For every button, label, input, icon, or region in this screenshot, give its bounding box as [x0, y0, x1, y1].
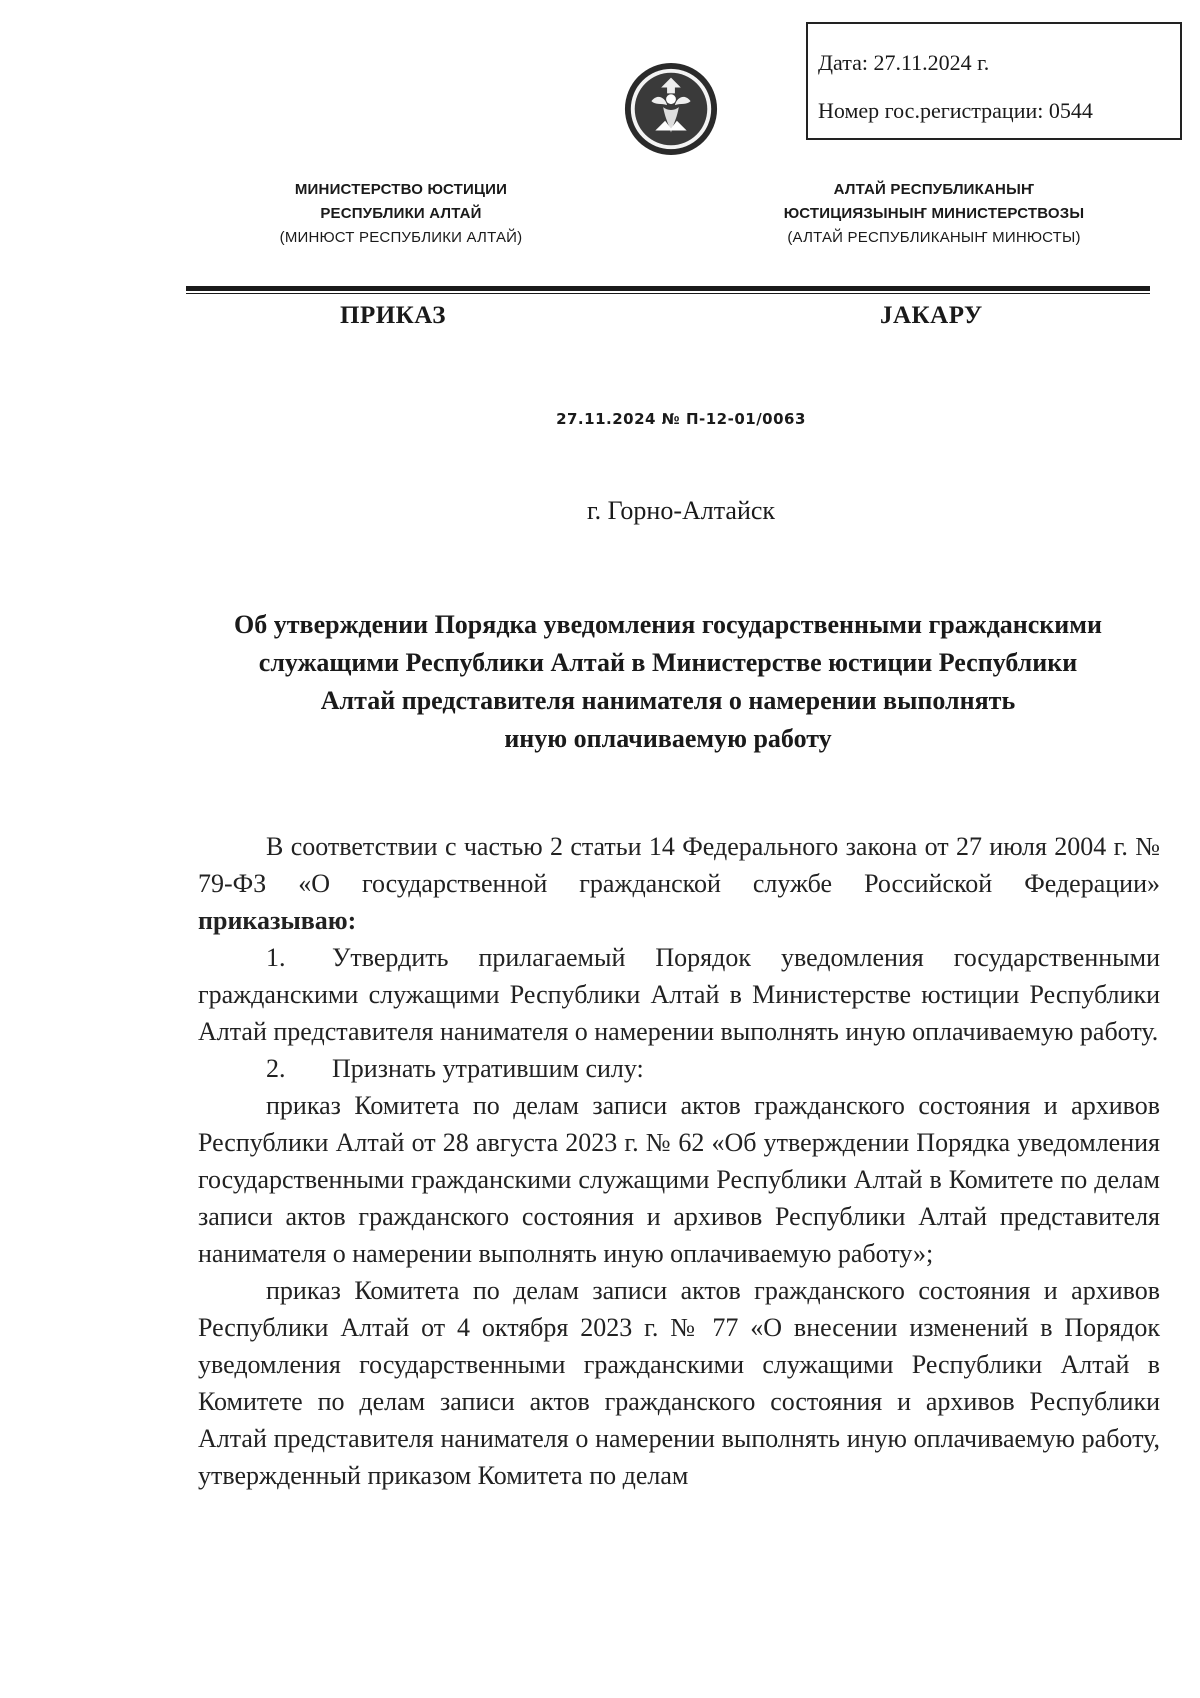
- preamble-text: В соответствии с частью 2 статьи 14 Федерального закона от 27 июля 2004 г. № 79-ФЗ «О государственной гражданской службе Российской Федерации»: [198, 832, 1160, 898]
- preamble-paragraph: [198, 828, 1160, 939]
- item-1-number: 1.: [266, 943, 286, 972]
- title-line3: Алтай представителя нанимателя о намерении выполнять: [320, 686, 1016, 715]
- item-2-text: Признать утратившим силу:: [332, 1054, 644, 1083]
- document-title: [186, 606, 1150, 758]
- header-divider-thick: [186, 286, 1150, 291]
- registration-stamp: [806, 22, 1182, 140]
- title-line2: служащими Республики Алтай в Министерстве юстиции Республики: [258, 648, 1078, 677]
- ministry-alt-line2: ЮСТИЦИЯЗЫНЫҤ МИНИСТЕРСТВОЗЫ: [783, 205, 1085, 222]
- doc-type-russian: ПРИКАЗ: [340, 302, 446, 329]
- item-1: [198, 939, 1160, 1050]
- ministry-name-altai: [734, 178, 1134, 250]
- repealed-order-1: приказ Комитета по делам записи актов гражданского состояния и архивов Республики Алтай от 28 августа 2023 г. № 62 «Об утверждении Порядка уведомления государственными гражданскими служащими Республики Алтай в Комитете по делам записи актов гражданского состояния и архивов Республики Алтай представителя нанимателя о намерении выполнять иную оплачиваемую работу»;: [198, 1091, 1160, 1268]
- ministry-alt-line3: (АЛТАЙ РЕСПУБЛИКАНЫҤ МИНЮСТЫ): [787, 229, 1081, 246]
- order-number: 27.11.2024 № П-12-01/0063: [556, 410, 806, 428]
- registration-number: Номер гос.регистрации: 0544: [818, 98, 1093, 123]
- item-1-text: Утвердить прилагаемый Порядок уведомления государственными гражданскими служащими Республики Алтай в Министерстве юстиции Республики Алтай представителя нанимателя о намерении выполнять иную оплачиваемую работу.: [198, 943, 1160, 1046]
- preamble-order-word: приказываю:: [198, 906, 357, 935]
- ministry-ru-line1: МИНИСТЕРСТВО ЮСТИЦИИ: [294, 181, 508, 198]
- repealed-order-2: приказ Комитета по делам записи актов гражданского состояния и архивов Республики Алтай от 4 октября 2023 г. № 77 «О внесении изменений в Порядок уведомления государственными гражданскими служащими Республики Алтай в Комитете по делам записи актов гражданского состояния и архивов Республики Алтай представителя нанимателя о намерении выполнять иную оплачиваемую работу, утвержденный приказом Комитета по делам: [198, 1276, 1160, 1490]
- title-line1: Об утверждении Порядка уведомления государственными гражданскими: [234, 610, 1102, 639]
- header-divider-thin: [186, 293, 1150, 294]
- altai-coat-of-arms-icon: [622, 60, 720, 158]
- ministry-alt-line1: АЛТАЙ РЕСПУБЛИКАНЫҤ: [833, 181, 1035, 198]
- ministry-name-russian: [226, 178, 576, 250]
- item-2-number: 2.: [266, 1054, 286, 1083]
- item-2: [198, 1050, 1160, 1087]
- doc-type-altai: JАКАРУ: [880, 302, 983, 329]
- registration-date: Дата: 27.11.2024 г.: [818, 50, 990, 75]
- city: г. Горно-Алтайск: [586, 496, 776, 525]
- ministry-ru-line2: РЕСПУБЛИКИ АЛТАЙ: [320, 205, 482, 222]
- ministry-ru-line3: (МИНЮСТ РЕСПУБЛИКИ АЛТАЙ): [279, 229, 523, 246]
- title-line4: иную оплачиваемую работу: [504, 724, 832, 753]
- document-body: [198, 828, 1160, 1494]
